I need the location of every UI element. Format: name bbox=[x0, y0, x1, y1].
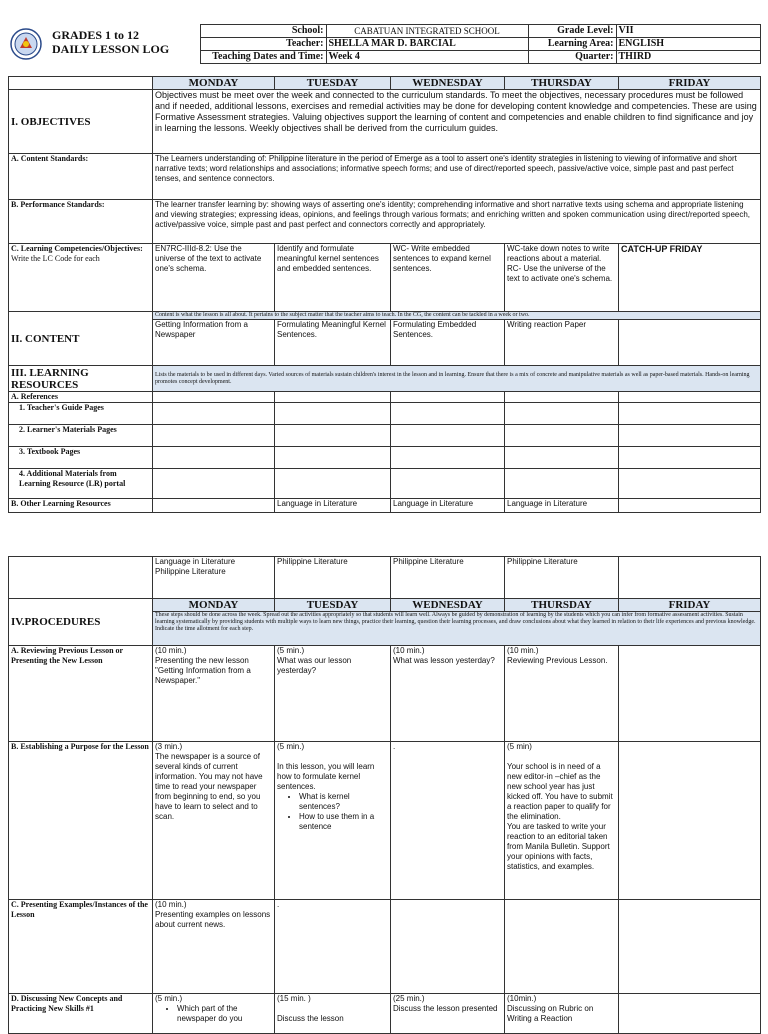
content-friday bbox=[619, 320, 761, 366]
content-wednesday: Formulating Embedded Sentences. bbox=[391, 320, 505, 366]
header-info-table bbox=[8, 24, 761, 64]
school-value: CABATUAN INTEGRATED SCHOOL bbox=[326, 25, 528, 38]
proc-d-monday: (5 min.) bbox=[155, 994, 183, 1003]
p2-resources-thursday: Philippine Literature bbox=[505, 557, 619, 599]
day-header-row-2 bbox=[9, 599, 761, 612]
proc-d-monday-list bbox=[155, 1004, 272, 1024]
lesson-log-table-page2 bbox=[8, 556, 761, 1034]
proc-d-thursday: (10min.) Discussing on Rubric on Writing a Reaction bbox=[505, 994, 619, 1034]
proc-b-monday: (3 min.) The newspaper is a source of several kinds of current information. You may not have time to read your newspaper from beginning to end, so you have to learn to select and to scan. bbox=[153, 742, 275, 900]
day-tuesday: TUESDAY bbox=[275, 77, 391, 90]
lc-wednesday: WC- Write embedded sentences to expand kernel sentences. bbox=[391, 244, 505, 312]
p2-resources-monday: Language in Literature Philippine Literature bbox=[153, 557, 275, 599]
lc-thursday: WC-take down notes to write reactions about a material. RC- Use the universe of the text to activate one's schema. bbox=[505, 244, 619, 312]
lesson-log-table-page1 bbox=[8, 76, 761, 513]
teacher-value: SHELLA MAR D. BARCIAL bbox=[326, 38, 528, 51]
list-item: • Which part of the newspaper do you bbox=[177, 1004, 272, 1024]
content-heading: II. CONTENT bbox=[9, 312, 153, 366]
resources-note: Lists the materials to be used in different days. Varied sources of materials sustain children's interest in the lesson and in learning. Ensure that there is a mix of concrete and manipulative materials as well as paper-based materials. Hands-on learning promotes concept development. bbox=[153, 366, 761, 392]
content-monday: Getting Information from a Newspaper bbox=[153, 320, 275, 366]
quarter-value: THIRD bbox=[616, 51, 760, 64]
proc-d-wednesday: (25 min.) Discuss the lesson presented bbox=[391, 994, 505, 1034]
resources-heading: III. LEARNING RESOURCES bbox=[9, 366, 153, 392]
procedures-heading: IV.PROCEDURES bbox=[9, 599, 153, 646]
proc-a-monday: (10 min.) Presenting the new lesson "Getting Information from a Newspaper." bbox=[153, 646, 275, 742]
proc-c-monday: (10 min.) Presenting examples on lessons about current news. bbox=[153, 900, 275, 994]
quarter-label: Quarter: bbox=[528, 51, 616, 64]
content-tuesday: Formulating Meaningful Kernel Sentences. bbox=[275, 320, 391, 366]
day-thursday-2: THURSDAY bbox=[505, 599, 619, 612]
lm-pages-label: 2. Learner's Materials Pages bbox=[9, 425, 153, 447]
day-friday: FRIDAY bbox=[619, 77, 761, 90]
grade-label: Grade Level: bbox=[528, 25, 616, 38]
references-label: A. References bbox=[9, 392, 153, 403]
performance-standards-text: The learner transfer learning by: showing ways of asserting one's identity; comprehending informative and short narrative texts using schema and appropriate listening and viewing strategies; expressing ideas, opinions, and feelings through various formats; and enriching written and spoken communication using direct/reported speech, active/passive voice, simple past and past perfect and connectors correctly and appropriately. bbox=[153, 200, 761, 244]
area-label: Learning Area: bbox=[528, 38, 616, 51]
proc-b-tuesday-cell bbox=[275, 742, 391, 900]
proc-c-tuesday: . bbox=[275, 900, 391, 994]
day-friday-2: FRIDAY bbox=[619, 599, 761, 612]
day-header-row bbox=[9, 77, 761, 90]
content-note: Content is what the lesson is all about. It pertains to the subject matter that the teacher aims to teach. In the CG, the content can be tackled in a week or two. bbox=[153, 312, 761, 320]
day-wednesday-2: WEDNESDAY bbox=[391, 599, 505, 612]
proc-b-wednesday: . bbox=[391, 742, 505, 900]
competencies-cell bbox=[9, 244, 153, 312]
additional-materials-label: 4. Additional Materials from Learning Resource (LR) portal bbox=[9, 469, 153, 499]
teacher-label: Teacher: bbox=[200, 38, 326, 51]
proc-a-tuesday: (5 min.) What was our lesson yesterday? bbox=[275, 646, 391, 742]
lc-monday: EN7RC-IIId-8.2: Use the universe of the text to activate one's schema. bbox=[153, 244, 275, 312]
day-monday: MONDAY bbox=[153, 77, 275, 90]
day-thursday: THURSDAY bbox=[505, 77, 619, 90]
content-standards-label: A. Content Standards: bbox=[9, 154, 153, 200]
competencies-sublabel: Write the LC Code for each bbox=[11, 254, 100, 263]
proc-b-thursday: (5 min) Your school is in need of a new editor-in –chief as the new school year has just kicked off. You have to submit a reaction paper to qualify for the elimination. You are tasked to write your reaction to an editorial taken from Manila Bulletin. Support your opinions with facts, statistics, and examples. bbox=[505, 742, 619, 900]
other-resources-label: B. Other Learning Resources bbox=[9, 499, 153, 513]
performance-standards-label: B. Performance Standards: bbox=[9, 200, 153, 244]
content-standards-text: The Learners understanding of: Philippine literature in the period of Emerge as a tool to assert one's identity strategies in listening to viewing of informative and short narrative texts; word relationships and associations; informative speech forms; and use of direct/reported speech, passive/active voice, simple past and past perfect tenses, and sentence connectors. bbox=[153, 154, 761, 200]
proc-d-tuesday: (15 min. ) Discuss the lesson bbox=[275, 994, 391, 1034]
lc-friday: CATCH-UP FRIDAY bbox=[619, 244, 761, 312]
textbook-pages-label: 3. Textbook Pages bbox=[9, 447, 153, 469]
grade-value: VII bbox=[616, 25, 760, 38]
content-thursday: Writing reaction Paper bbox=[505, 320, 619, 366]
proc-a-wednesday: (10 min.) What was lesson yesterday? bbox=[391, 646, 505, 742]
day-tuesday-2: TUESDAY bbox=[275, 599, 391, 612]
list-item: • How to use them in a sentence bbox=[299, 812, 388, 832]
other-resources-wednesday: Language in Literature bbox=[391, 499, 505, 513]
proc-b-tuesday: (5 min.) In this lesson, you will learn how to formulate kernel sentences. bbox=[277, 742, 375, 791]
day-wednesday: WEDNESDAY bbox=[391, 77, 505, 90]
proc-d-label: D. Discussing New Concepts and Practicing New Skills #1 bbox=[9, 994, 153, 1034]
objectives-heading: I. OBJECTIVES bbox=[9, 90, 153, 154]
p2-resources-wednesday: Philippine Literature bbox=[391, 557, 505, 599]
proc-c-label: C. Presenting Examples/Instances of the Lesson bbox=[9, 900, 153, 994]
other-resources-thursday: Language in Literature bbox=[505, 499, 619, 513]
form-title-line1: GRADES 1 to 12 bbox=[52, 28, 140, 42]
proc-b-label: B. Establishing a Purpose for the Lesson bbox=[9, 742, 153, 900]
form-title-line2: DAILY LESSON LOG bbox=[52, 42, 170, 56]
lc-tuesday: Identify and formulate meaningful kernel sentences and embedded sentences. bbox=[275, 244, 391, 312]
school-label: School: bbox=[200, 25, 326, 38]
proc-d-monday-cell bbox=[153, 994, 275, 1034]
dates-label: Teaching Dates and Time: bbox=[200, 51, 326, 64]
area-value: ENGLISH bbox=[616, 38, 760, 51]
list-item: • What is kernel sentences? bbox=[299, 792, 388, 812]
competencies-label: C. Learning Competencies/Objectives: bbox=[11, 244, 143, 253]
other-resources-tuesday: Language in Literature bbox=[275, 499, 391, 513]
day-monday-2: MONDAY bbox=[153, 599, 275, 612]
p2-resources-tuesday: Philippine Literature bbox=[275, 557, 391, 599]
proc-a-label: A. Reviewing Previous Lesson or Presenting the New Lesson bbox=[9, 646, 153, 742]
dates-value: Week 4 bbox=[326, 51, 528, 64]
procedures-note: These steps should be done across the week. Spread out the activities appropriately so that students will learn well. Always be guided by demonstration of learning by the students which you can infer from formative assessment activities. Sustain learning systematically by providing students with multiple ways to learn new things, practice their learning, question their learning processes, and draw conclusions about what they learned in relation to their life experiences and previous knowledge. Indicate the time allotment for each step. bbox=[153, 612, 761, 646]
objectives-note: Objectives must be meet over the week and connected to the curriculum standards. To meet the objectives, necessary procedures must be followed and if needed, additional lessons, exercises and remedial activities may be done for developing content knowledge and competencies. These are using Formative Assessment strategies. Valuing objectives support the learning of content and competencies and enable children to find significance and joy in learning the lessons. Weekly objectives shall be derived from the curriculum guides. bbox=[153, 90, 761, 154]
proc-a-thursday: (10 min.) Reviewing Previous Lesson. bbox=[505, 646, 619, 742]
tg-pages-label: 1. Teacher's Guide Pages bbox=[9, 403, 153, 425]
proc-b-tuesday-list bbox=[277, 792, 388, 832]
